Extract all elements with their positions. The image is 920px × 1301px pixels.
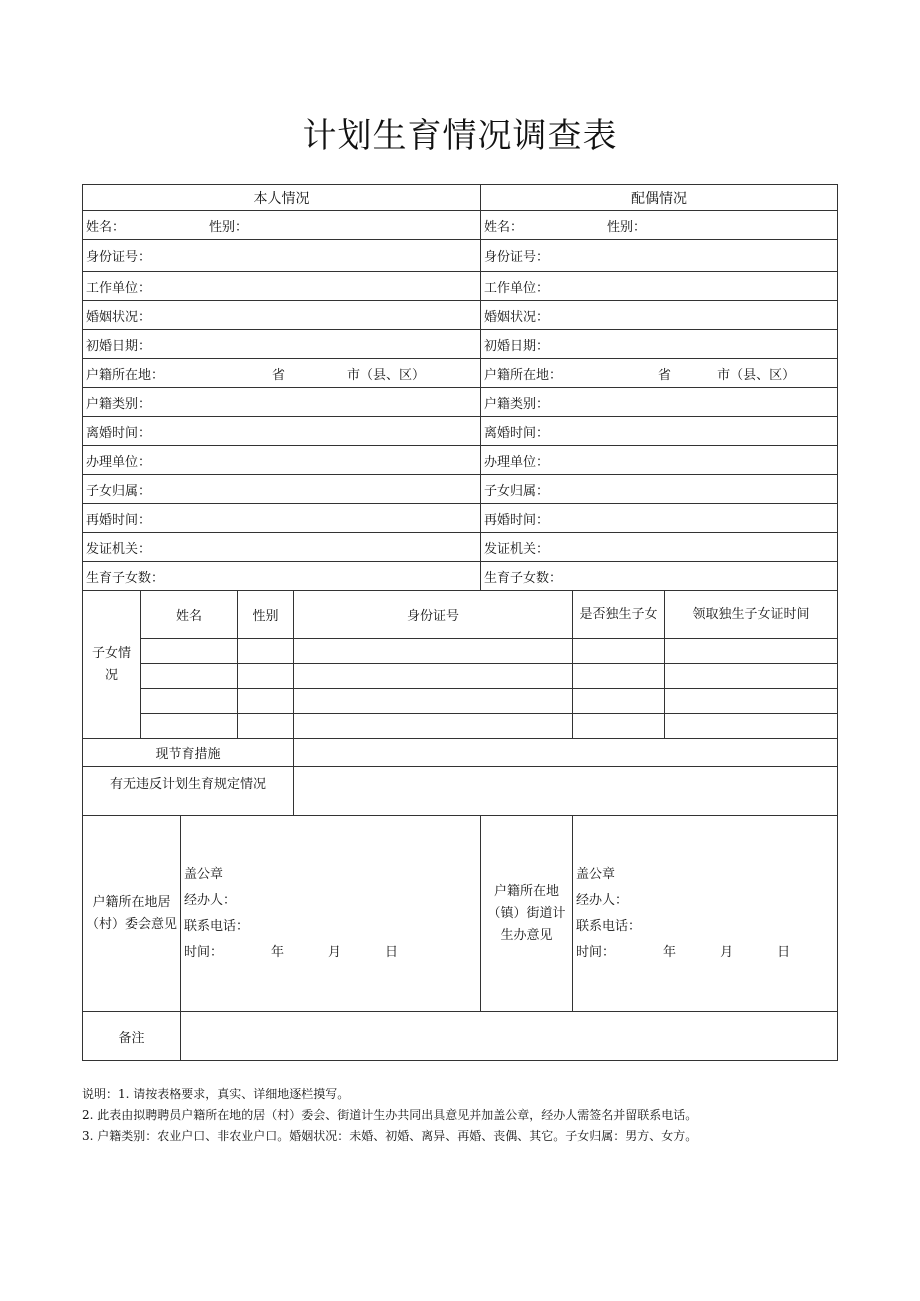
child-2-only-child-cell[interactable]: [573, 664, 665, 689]
child-1-only-child-cell[interactable]: [573, 639, 665, 664]
child-4-gender-cell[interactable]: [238, 714, 294, 739]
handling-unit-label: 办理单位：: [86, 454, 152, 470]
residence-committee-label: 户籍所在地居（村）委会意见: [83, 816, 181, 1012]
province-label: 省: [272, 367, 286, 383]
children-header-gender: 性别: [238, 591, 294, 639]
child-2-id-cell[interactable]: [294, 664, 573, 689]
spouse-household-location-field[interactable]: [481, 359, 838, 388]
work-unit-label: 工作单位：: [484, 280, 550, 296]
child-1-gender-cell[interactable]: [238, 639, 294, 664]
time-label: 时间：: [576, 944, 616, 960]
spouse-issuing-authority-field[interactable]: [481, 533, 838, 562]
child-4-name-cell[interactable]: [141, 714, 238, 739]
child-4-cert-time-cell[interactable]: [665, 714, 838, 739]
child-custody-label: 子女归属：: [484, 483, 550, 499]
province-label: 省: [658, 367, 672, 383]
page-title: 计划生育情况调查表: [302, 116, 618, 156]
child-2-cert-time-cell[interactable]: [665, 664, 838, 689]
year-label: 年: [271, 944, 285, 960]
self-child-custody-field[interactable]: [83, 475, 481, 504]
spouse-children-count-field[interactable]: [481, 562, 838, 591]
children-section-label: 子女情况: [83, 591, 141, 739]
child-3-name-cell[interactable]: [141, 689, 238, 714]
contraception-field[interactable]: [294, 739, 838, 767]
spouse-id-number-field[interactable]: [481, 240, 838, 272]
note-1: 说明：1. 请按表格要求，真实、详细地逐栏摸写。: [82, 1087, 350, 1101]
id-number-label: 身份证号：: [86, 250, 152, 265]
work-unit-label: 工作单位：: [86, 280, 152, 296]
contraception-label: 现节育措施: [83, 739, 294, 767]
child-3-id-cell[interactable]: [294, 689, 573, 714]
month-label: 月: [720, 944, 734, 960]
divorce-time-label: 离婚时间：: [484, 425, 550, 441]
survey-form: [82, 184, 838, 1061]
household-type-label: 户籍类别：: [484, 396, 550, 412]
household-location-label: 户籍所在地：: [484, 367, 563, 383]
child-3-gender-cell[interactable]: [238, 689, 294, 714]
remarks-label: 备注: [83, 1012, 181, 1061]
phone-label: 联系电话：: [576, 918, 642, 934]
self-household-location-field[interactable]: [83, 359, 481, 388]
self-household-type-field[interactable]: [83, 388, 481, 417]
children-count-label: 生育子女数：: [86, 570, 165, 586]
violation-field[interactable]: [294, 767, 838, 816]
gender-label: 性别：: [209, 219, 249, 235]
handler-label: 经办人：: [184, 892, 237, 908]
note-2: 2. 此表由拟聘聘员户籍所在地的居（村）委会、街道计生办共同出具意见并加盖公章，经办人需签名并留联系电话。: [82, 1108, 698, 1122]
day-label: 日: [777, 944, 791, 960]
issuing-authority-label: 发证机关：: [484, 541, 550, 557]
self-issuing-authority-field[interactable]: [83, 533, 481, 562]
first-marriage-label: 初婚日期：: [86, 338, 152, 354]
spouse-remarriage-time-field[interactable]: [481, 504, 838, 533]
child-3-only-child-cell[interactable]: [573, 689, 665, 714]
spouse-marital-status-field[interactable]: [481, 301, 838, 330]
children-header-name: 姓名: [141, 591, 238, 639]
seal-label: 盖公章: [184, 866, 224, 882]
instructions: [82, 1084, 862, 1147]
first-marriage-label: 初婚日期：: [484, 338, 550, 354]
children-header-cert-time: 领取独生子女证时间: [665, 591, 838, 639]
child-custody-label: 子女归属：: [86, 483, 152, 499]
child-2-gender-cell[interactable]: [238, 664, 294, 689]
phone-label: 联系电话：: [184, 918, 250, 934]
remarks-field[interactable]: [181, 1012, 838, 1061]
city-label: 市（县、区）: [347, 367, 426, 383]
child-2-name-cell[interactable]: [141, 664, 238, 689]
self-work-unit-field[interactable]: [83, 272, 481, 301]
child-1-name-cell[interactable]: [141, 639, 238, 664]
year-label: 年: [663, 944, 677, 960]
self-handling-unit-field[interactable]: [83, 446, 481, 475]
note-3: 3. 户籍类别：农业户口、非农业户口。婚姻状况：未婚、初婚、离异、再婚、丧偶、其它。子女归属：男方、女方。: [82, 1129, 698, 1143]
marital-status-label: 婚姻状况：: [484, 309, 550, 325]
handling-unit-label: 办理单位：: [484, 454, 550, 470]
id-number-label: 身份证号：: [484, 250, 550, 265]
street-office-label: 户籍所在地（镇）街道计生办意见: [481, 816, 573, 1012]
month-label: 月: [328, 944, 342, 960]
gender-label: 性别：: [607, 219, 647, 235]
spouse-household-type-field[interactable]: [481, 388, 838, 417]
spouse-divorce-time-field[interactable]: [481, 417, 838, 446]
section-spouse-header: 配偶情况: [481, 185, 838, 211]
seal-label: 盖公章: [576, 866, 616, 882]
remarriage-time-label: 再婚时间：: [484, 512, 550, 528]
self-marital-status-field[interactable]: [83, 301, 481, 330]
issuing-authority-label: 发证机关：: [86, 541, 152, 557]
marital-status-label: 婚姻状况：: [86, 309, 152, 325]
section-self-header: 本人情况: [83, 185, 481, 211]
name-label: 姓名：: [86, 219, 126, 235]
child-1-cert-time-cell[interactable]: [665, 639, 838, 664]
spouse-handling-unit-field[interactable]: [481, 446, 838, 475]
city-label: 市（县、区）: [717, 367, 796, 383]
children-header-id: 身份证号: [294, 591, 573, 639]
residence-committee-opinion[interactable]: [181, 816, 481, 1012]
handler-label: 经办人：: [576, 892, 629, 908]
spouse-work-unit-field[interactable]: [481, 272, 838, 301]
day-label: 日: [385, 944, 399, 960]
violation-label: 有无违反计划生育规定情况: [83, 767, 294, 816]
household-type-label: 户籍类别：: [86, 396, 152, 412]
spouse-child-custody-field[interactable]: [481, 475, 838, 504]
self-remarriage-time-field[interactable]: [83, 504, 481, 533]
child-3-cert-time-cell[interactable]: [665, 689, 838, 714]
remarriage-time-label: 再婚时间：: [86, 512, 152, 528]
divorce-time-label: 离婚时间：: [86, 425, 152, 441]
self-first-marriage-field[interactable]: [83, 330, 481, 359]
self-name-field[interactable]: [83, 211, 481, 240]
name-label: 姓名：: [484, 219, 524, 235]
household-location-label: 户籍所在地：: [86, 367, 165, 383]
self-children-count-field[interactable]: [83, 562, 481, 591]
children-header-only-child: 是否独生子女: [573, 591, 665, 639]
children-count-label: 生育子女数：: [484, 570, 563, 586]
spouse-name-field[interactable]: [481, 211, 838, 240]
self-id-number-field[interactable]: [83, 240, 481, 272]
street-office-opinion[interactable]: [573, 816, 838, 1012]
time-label: 时间：: [184, 944, 224, 960]
self-divorce-time-field[interactable]: [83, 417, 481, 446]
child-4-only-child-cell[interactable]: [573, 714, 665, 739]
child-4-id-cell[interactable]: [294, 714, 573, 739]
spouse-first-marriage-field[interactable]: [481, 330, 838, 359]
child-1-id-cell[interactable]: [294, 639, 573, 664]
